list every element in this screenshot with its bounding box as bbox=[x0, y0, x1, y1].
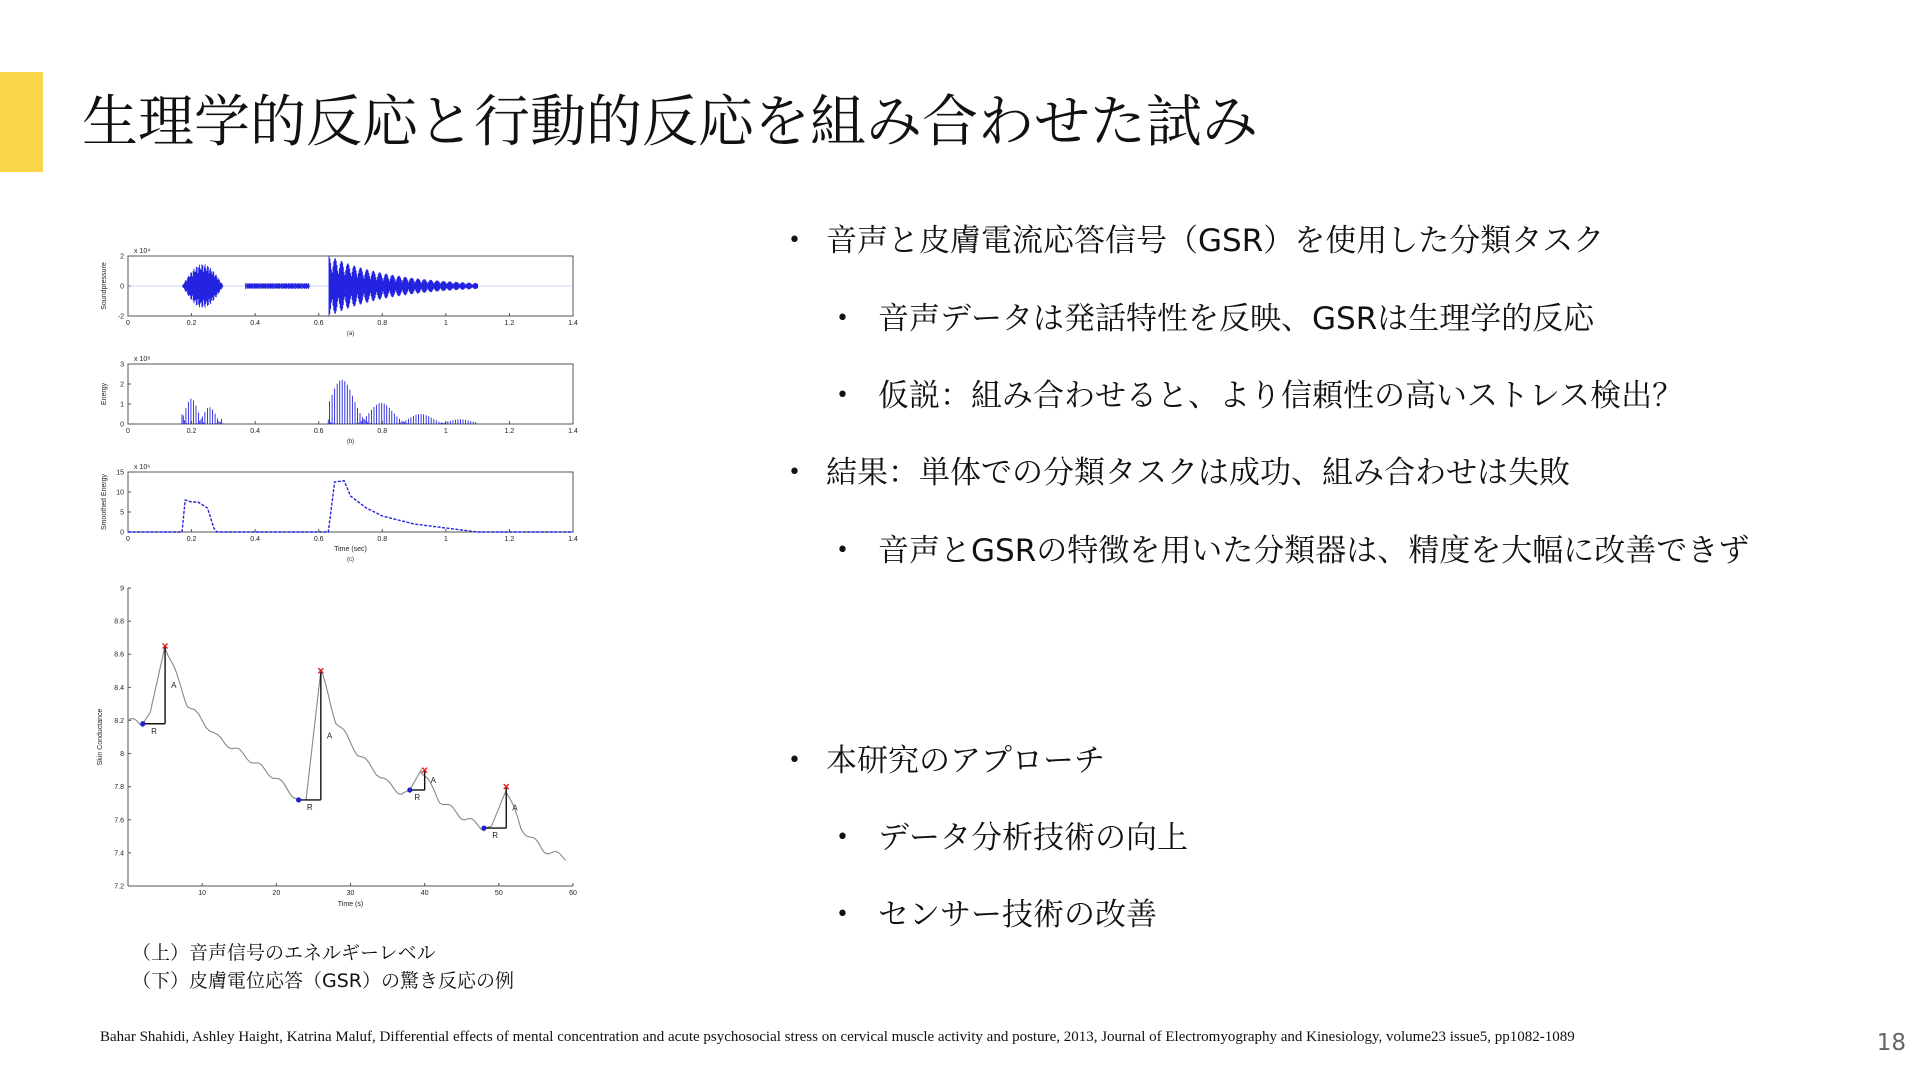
x-tick-label: 1 bbox=[443, 320, 448, 327]
bullet-text: センサー技術の改善 bbox=[878, 897, 1157, 933]
x-tick-label: 0.4 bbox=[250, 320, 261, 327]
bullet-dot: • bbox=[836, 538, 849, 563]
bullet-dot: • bbox=[836, 306, 849, 331]
figure-caption-bottom: （下）皮膚電位応答（GSR）の驚き反応の例 bbox=[132, 970, 514, 992]
amplitude-label: A bbox=[430, 776, 437, 786]
y-tick-label: 9 bbox=[120, 585, 124, 593]
bullet-text: 音声とGSRの特徴を用いた分類器は、精度を大幅に改善できず bbox=[878, 533, 1750, 569]
bullet-dot: • bbox=[788, 228, 801, 253]
y-tick-label: 8.6 bbox=[114, 651, 124, 659]
x-tick-label: 0.2 bbox=[186, 536, 197, 543]
x-tick-label: 0.8 bbox=[377, 428, 388, 435]
bullet-text: 仮説：組み合わせると、より信頼性の高いストレス検出？ bbox=[878, 378, 1684, 414]
x-tick-label: 10 bbox=[198, 890, 207, 897]
panel-label: (b) bbox=[346, 439, 355, 445]
figure-svg bbox=[90, 236, 610, 916]
y-tick-label: 7.4 bbox=[114, 850, 124, 858]
x-tick-label: 0.6 bbox=[313, 536, 324, 543]
x-tick-label: 1.2 bbox=[504, 536, 515, 543]
y-axis-label: Energy bbox=[101, 382, 108, 406]
risetime-label: R bbox=[151, 726, 157, 736]
y-tick-label: 8.8 bbox=[114, 618, 124, 626]
panel-gsr bbox=[97, 586, 577, 909]
amplitude-label: A bbox=[512, 803, 518, 813]
onset-point bbox=[481, 825, 486, 830]
bullet-dot: • bbox=[836, 825, 849, 850]
y-tick-label: 1 bbox=[120, 401, 124, 409]
x-tick-label: 50 bbox=[494, 890, 503, 897]
x-tick-label: 60 bbox=[569, 890, 577, 897]
x-tick-label: 1.4 bbox=[568, 428, 578, 435]
citation: Bahar Shahidi, Ashley Haight, Katrina Maluf, Differential effects of mental concentration and acute psychosocial stress on cervical muscle activity and posture, 2013, Journal of Electromyography and Kinesiology, volume23 issue5, pp1082-1089 bbox=[100, 1029, 1575, 1045]
x-tick-label: 1.2 bbox=[504, 428, 515, 435]
y-tick-label: 7.6 bbox=[114, 817, 124, 825]
bullet-dot: • bbox=[836, 902, 849, 927]
bullet-item-4 bbox=[838, 528, 1749, 574]
x-tick-label: 0.4 bbox=[250, 428, 261, 435]
y-axis-label: Smoothed Energy bbox=[101, 473, 108, 531]
x-tick-label: 1.2 bbox=[504, 320, 515, 327]
y-tick-label: 3 bbox=[120, 361, 124, 369]
y-tick-label: 10 bbox=[116, 489, 124, 497]
y-tick-label: 0 bbox=[120, 529, 124, 537]
x-tick-label: 1.4 bbox=[568, 536, 578, 543]
bullet-item-2 bbox=[838, 373, 1683, 419]
y-tick-label: -2 bbox=[117, 313, 124, 321]
risetime-label: R bbox=[306, 802, 313, 812]
y-tick-label: 7.2 bbox=[114, 883, 124, 891]
amplitude-label: A bbox=[171, 680, 177, 690]
panel-c bbox=[101, 464, 578, 563]
x-tick-label: 0.6 bbox=[313, 320, 324, 327]
x-tick-label: 20 bbox=[272, 890, 281, 897]
bullet-item-0 bbox=[790, 218, 1604, 264]
y-axis-label: Soundpressure bbox=[101, 262, 108, 310]
onset-point bbox=[296, 797, 301, 802]
bullet-dot: • bbox=[788, 460, 801, 485]
y-tick-label: 7.8 bbox=[114, 784, 124, 792]
energy-spikes bbox=[182, 380, 476, 424]
risetime-label: R bbox=[414, 792, 421, 802]
x-tick-label: 40 bbox=[420, 890, 429, 897]
bullet-text: 音声データは発話特性を反映、GSRは生理学的反応 bbox=[878, 301, 1595, 337]
figure bbox=[90, 236, 610, 916]
bullet-item-3 bbox=[790, 450, 1570, 496]
axis-exponent: x 10⁸ bbox=[134, 356, 151, 363]
x-tick-label: 0.8 bbox=[377, 536, 388, 543]
x-tick-label: 30 bbox=[346, 890, 355, 897]
panel-b-frame bbox=[128, 364, 573, 424]
risetime-label: R bbox=[492, 831, 499, 841]
accent-bar bbox=[0, 72, 43, 172]
x-tick-label: 0 bbox=[126, 320, 130, 327]
amplitude-label: A bbox=[326, 731, 333, 741]
y-tick-label: 2 bbox=[120, 253, 124, 261]
y-tick-label: 8.4 bbox=[114, 684, 124, 692]
y-tick-label: 0 bbox=[120, 421, 124, 429]
y-tick-label: 5 bbox=[120, 509, 124, 517]
bullet-dot: • bbox=[788, 748, 801, 773]
onset-point bbox=[140, 721, 145, 726]
y-axis-label: Skin Conductance bbox=[97, 708, 104, 766]
slide-title: 生理学的反応と行動的反応を組み合わせた試み bbox=[82, 90, 1258, 155]
bullet-item-1 bbox=[838, 296, 1594, 342]
x-tick-label: 1 bbox=[443, 428, 448, 435]
bullet-item-7 bbox=[838, 892, 1157, 938]
x-tick-label: 0.8 bbox=[377, 320, 388, 327]
panel-label: (c) bbox=[347, 557, 354, 563]
bullet-dot: • bbox=[836, 383, 849, 408]
x-tick-label: 0.2 bbox=[186, 428, 197, 435]
y-tick-label: 2 bbox=[120, 381, 124, 389]
bullet-text: 結果：単体での分類タスクは成功、組み合わせは失敗 bbox=[826, 455, 1570, 491]
x-tick-label: 1.4 bbox=[568, 320, 578, 327]
x-tick-label: 0 bbox=[126, 428, 130, 435]
y-tick-label: 15 bbox=[116, 469, 124, 477]
y-tick-label: 0 bbox=[120, 283, 124, 291]
bullet-text: 音声と皮膚電流応答信号（GSR）を使用した分類タスク bbox=[826, 223, 1605, 259]
panel-b bbox=[101, 356, 578, 445]
smoothed-energy-line bbox=[128, 481, 573, 532]
x-tick-label: 0 bbox=[126, 536, 130, 543]
x-tick-label: 1 bbox=[443, 536, 448, 543]
x-axis-label: Time (sec) bbox=[334, 546, 367, 553]
y-tick-label: 8 bbox=[120, 751, 124, 759]
bullet-text: 本研究のアプローチ bbox=[826, 743, 1105, 779]
bullet-item-5 bbox=[790, 738, 1105, 784]
page-number: 18 bbox=[1876, 1030, 1906, 1056]
x-tick-label: 0.4 bbox=[250, 536, 261, 543]
panel-a bbox=[101, 248, 578, 337]
panel-label: (a) bbox=[346, 331, 355, 337]
x-tick-label: 0.6 bbox=[313, 428, 324, 435]
bullet-text: データ分析技術の向上 bbox=[878, 820, 1188, 856]
y-tick-label: 8.2 bbox=[114, 717, 124, 725]
bullet-item-6 bbox=[838, 815, 1188, 861]
axis-exponent: x 10⁶ bbox=[134, 464, 151, 471]
figure-caption-top: （上）音声信号のエネルギーレベル bbox=[132, 942, 436, 964]
x-axis-label: Time (s) bbox=[337, 901, 364, 908]
axis-exponent: x 10⁴ bbox=[134, 248, 151, 255]
x-tick-label: 0.2 bbox=[186, 320, 197, 327]
onset-point bbox=[407, 787, 412, 792]
